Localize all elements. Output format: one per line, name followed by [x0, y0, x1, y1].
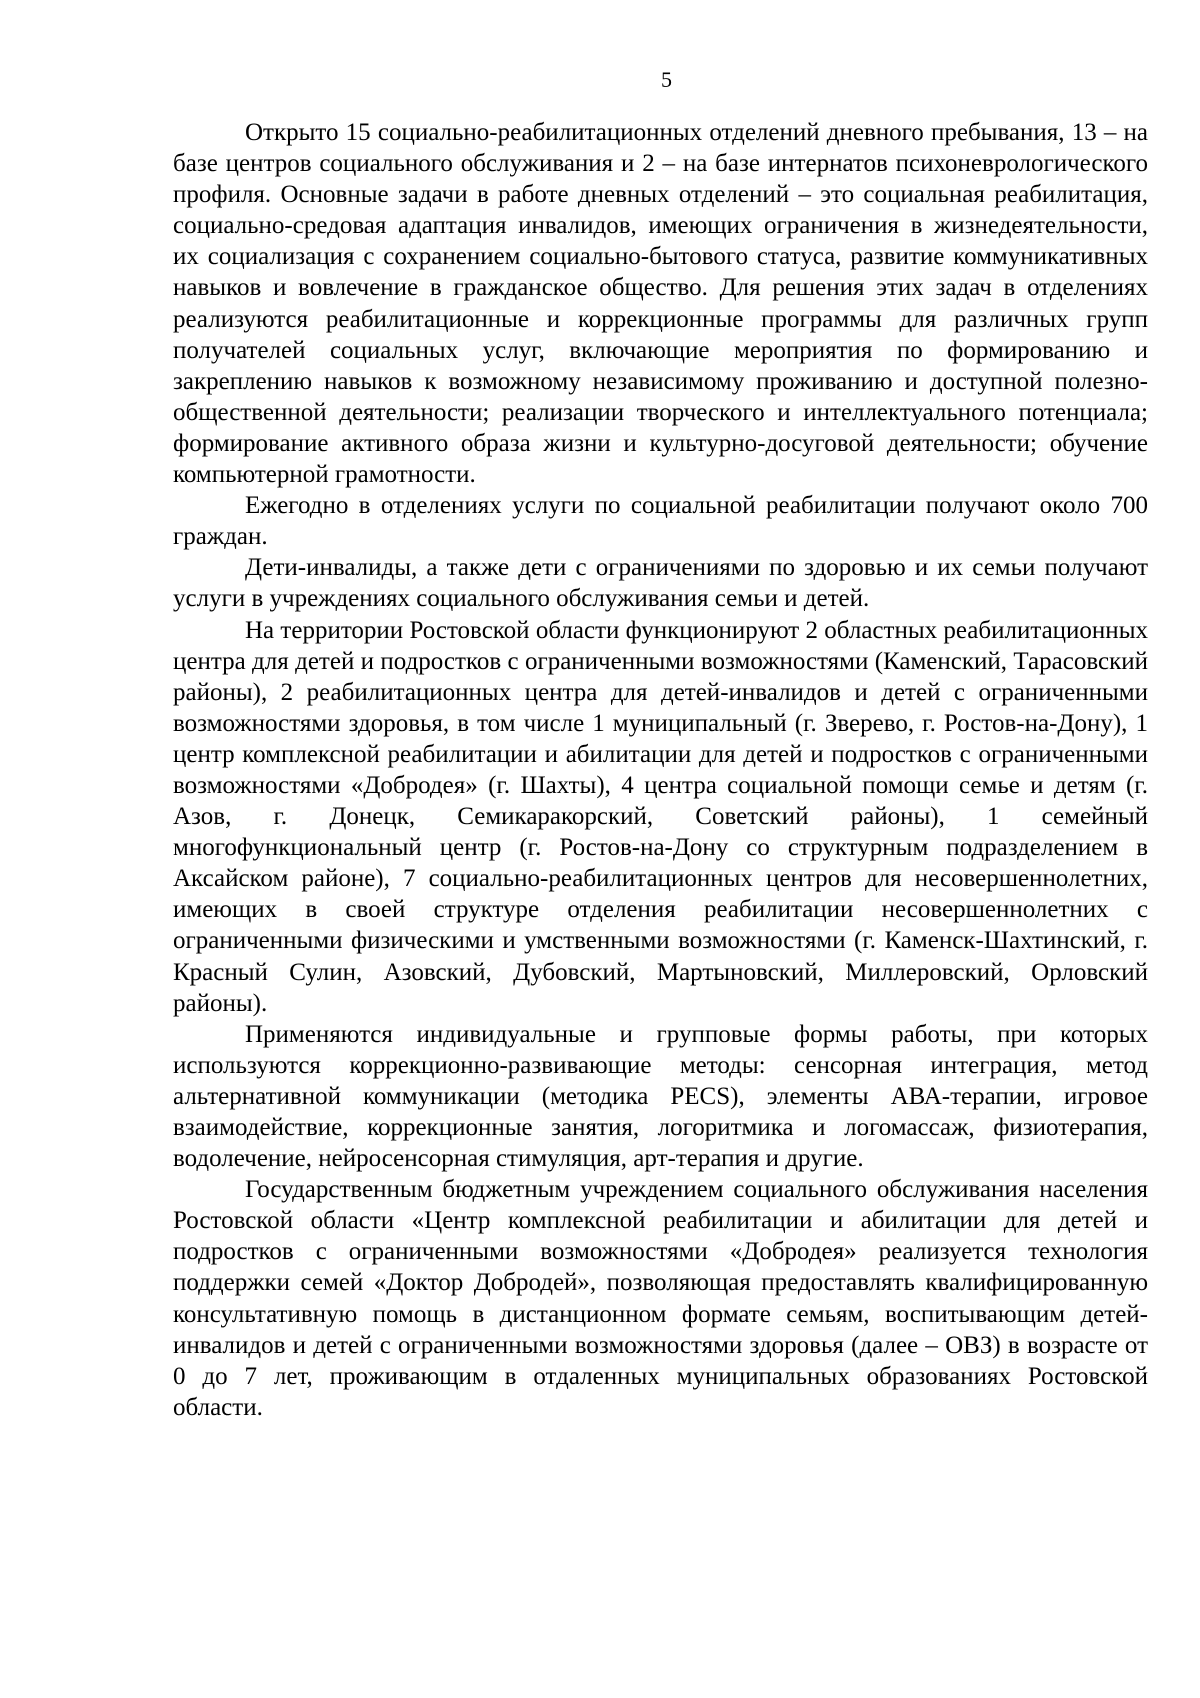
page-number: 5	[661, 67, 672, 92]
paragraph-family-support-technology: Государственным бюджетным учреждением социального обслуживания населения Ростовской области «Центр комплексной реабилитации и абилитации для детей и подростков с ограниченными возможностями «Добродея» реализуется технология поддержки семей «Доктор Добродей», позволяющая предоставлять квалифицированную консультативную помощь в дистанционном формате семьям, воспитывающим детей-инвалидов и детей с ограниченными возможностями здоровья (далее – ОВЗ) в возрасте от 0 до 7 лет, проживающим в отдаленных муниципальных образованиях Ростовской области.	[173, 1176, 1148, 1421]
paragraph-rehabilitation-centers: На территории Ростовской области функционируют 2 областных реабилитационных центра для детей и подростков с ограниченными возможностями (Каменский, Тарасовский районы), 2 реабилитационных центра для детей-инвалидов и детей с ограниченными возможностями здоровья, в том числе 1 муниципальный (г. Зверево, г. Ростов-на-Дону), 1 центр комплексной реабилитации и абилитации для детей и подростков с ограниченными возможностями «Добродея» (г. Шахты), 4 центра социальной помощи семье и детям (г. Азов, г. Донецк, Семикаракорский, Советский районы), 1 семейный многофункциональный центр (г. Ростов-на-Дону со структурным подразделением в Аксайском районе), 7 социально-реабилитационных центров для несовершеннолетних, имеющих в своей структуре отделения реабилитации несовершеннолетних с ограниченными физическими и умственными возможностями (г. Каменск-Шахтинский, г. Красный Сулин, Азовский, Дубовский, Мартыновский, Миллеровский, Орловский районы).	[173, 616, 1148, 1017]
paragraph-annual-recipients: Ежегодно в отделениях услуги по социальной реабилитации получают около 700 граждан.	[173, 492, 1148, 551]
paragraph-day-care-departments: Открыто 15 социально-реабилитационных отделений дневного пребывания, 13 – на базе центров социального обслуживания и 2 – на базе интернатов психоневрологического профиля. Основные задачи в работе дневных отделений – это социальная реабилитация, социально-средовая адаптация инвалидов, имеющих ограничения в жизнедеятельности, их социализация с сохранением социально-бытового статуса, развитие коммуникативных навыков и вовлечение в гражданское общество. Для решения этих задач в отделениях реализуются реабилитационные и коррекционные программы для различных групп получателей социальных услуг, включающие мероприятия по формированию и закреплению навыков к возможному независимому проживанию и доступной полезно-общественной деятельности; реализации творческого и интеллектуального потенциала; формирование активного образа жизни и культурно-досуговой деятельности; обучение компьютерной грамотности.	[173, 119, 1148, 489]
paragraph-work-methods: Применяются индивидуальные и групповые формы работы, при которых используются коррекционно-развивающие методы: сенсорная интеграция, метод альтернативной коммуникации (методика PECS), элементы АВА-терапии, игровое взаимодействие, коррекционные занятия, логоритмика и логомассаж, физиотерапия, водолечение, нейросенсорная стимуляция, арт-терапия и другие.	[173, 1020, 1148, 1173]
paragraph-disabled-children-services: Дети-инвалиды, а также дети с ограничениями по здоровью и их семьи получают услуги в учреждениях социального обслуживания семьи и детей.	[173, 554, 1148, 613]
document-page	[173, 60, 1148, 1423]
